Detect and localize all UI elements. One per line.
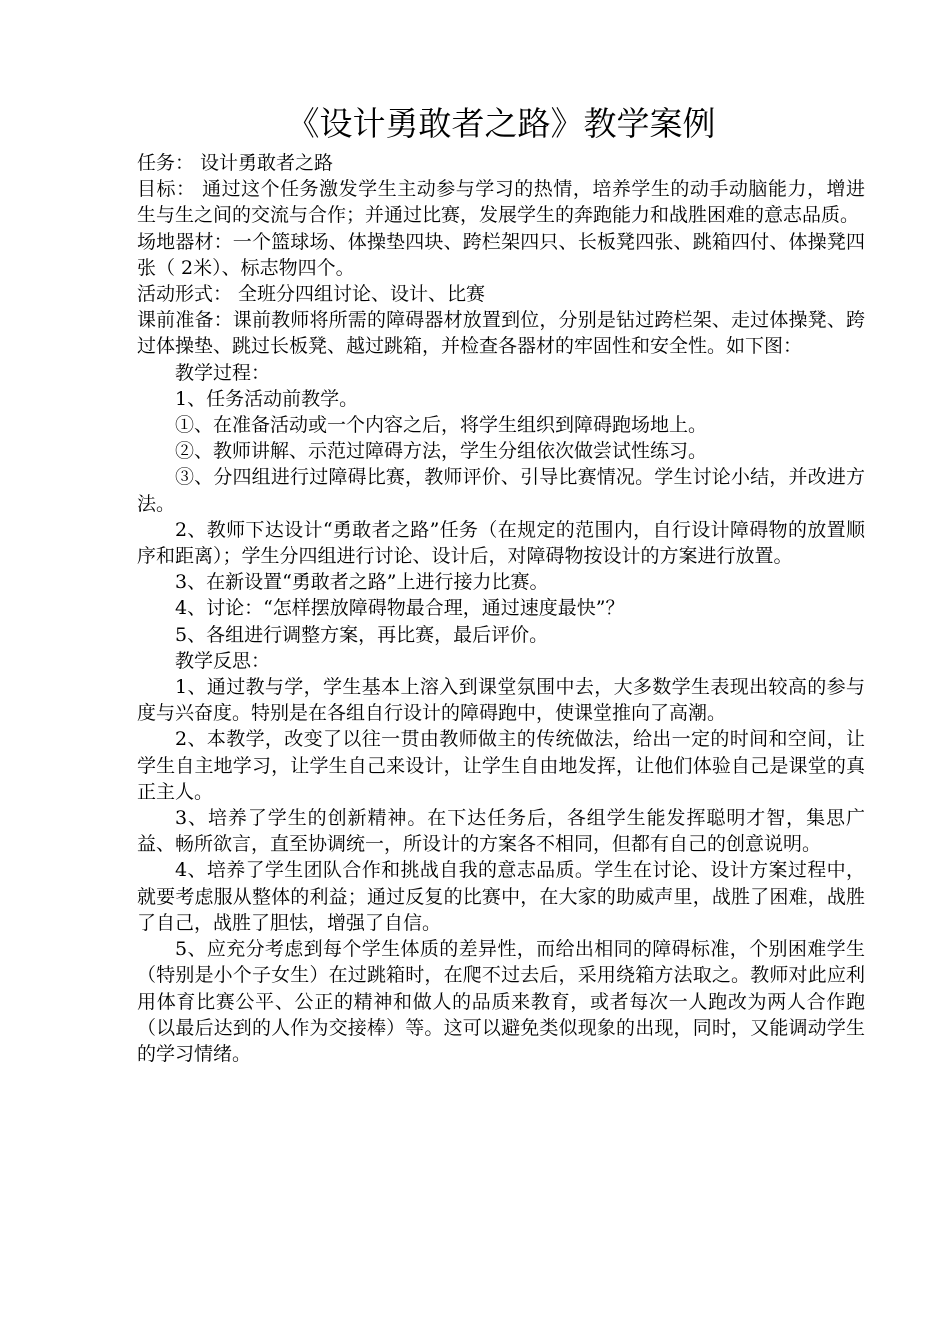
process-item: 2、教师下达设计“勇敢者之路”任务（在规定的范围内，自行设计障碍物的放置顺序和距离）；学生分四组进行讨论、设计后，对障碍物按设计的方案进行放置。 bbox=[137, 518, 865, 568]
reflection-item: 1、通过教与学，学生基本上溶入到课堂氛围中去，大多数学生表现出较高的参与度与兴奋度。特别是在各组自行设计的障碍跑中，使课堂推向了高潮。 bbox=[137, 676, 865, 725]
process-item: 4、讨论：“怎样摆放障碍物最合理，通过速度最快”？ bbox=[175, 597, 625, 620]
process-item: 5、各组进行调整方案，再比赛，最后评价。 bbox=[175, 623, 549, 646]
process-item: ②、教师讲解、示范过障碍方法，学生分组依次做尝试性练习。 bbox=[175, 440, 708, 463]
process-item: ①、在准备活动或一个内容之后，将学生组织到障碍跑场地上。 bbox=[175, 414, 708, 437]
document-title: 《设计勇敢者之路》教学案例 bbox=[286, 104, 716, 143]
reflection-heading: 教学反思： bbox=[175, 649, 271, 672]
reflection-item: 2、本教学，改变了以往一贯由教师做主的传统做法，给出一定的时间和空间，让学生自主地学习，让学生自己来设计，让学生自由地发挥，让他们体验自己是课堂的真正主人。 bbox=[137, 728, 865, 803]
task-line: 任务： 设计勇敢者之路 bbox=[137, 152, 334, 174]
process-item: ③、分四组进行过障碍比赛，教师评价、引导比赛情况。学生讨论小结，并改进方法。 bbox=[137, 466, 865, 515]
process-item: 1、任务活动前教学。 bbox=[175, 387, 359, 410]
reflection-item: 5、应充分考虑到每个学生体质的差异性，而给出相同的障碍标准，个别困难学生（特别是小个子女生）在过跳箱时，在爬不过去后，采用绕箱方法取之。教师对此应利用体育比赛公平、公正的精神和做人的品质来教育，或者每次一人跑改为两人合作跑（以最后达到的人作为交接棒）等。这可以避免类似现象的出现，同时，又能调动学生的学习情绪。 bbox=[137, 938, 865, 1065]
process-heading: 教学过程： bbox=[175, 361, 271, 384]
document-page bbox=[137, 98, 865, 1067]
reflection-item: 4、培养了学生团队合作和挑战自我的意志品质。学生在讨论、设计方案过程中，就要考虑服从整体的利益；通过反复的比赛中，在大家的助威声里，战胜了困难，战胜了自己，战胜了胆怯，增强了自信。 bbox=[137, 859, 865, 934]
preparation-paragraph: 课前准备：课前教师将所需的障碍器材放置到位，分别是钻过跨栏架、走过体操凳、跨过体操垫、跳过长板凳、越过跳箱，并检查各器材的牢固性和安全性。如下图： bbox=[137, 309, 865, 358]
equipment-paragraph: 场地器材：一个篮球场、体操垫四块、跨栏架四只、长板凳四张、跳箱四付、体操凳四张（ 2米）、标志物四个。 bbox=[137, 230, 865, 279]
activity-format-line: 活动形式： 全班分四组讨论、设计、比赛 bbox=[137, 283, 486, 306]
process-item: 3、在新设置“勇敢者之路”上进行接力比赛。 bbox=[175, 571, 549, 594]
goal-paragraph: 目标： 通过这个任务激发学生主动参与学习的热情，培养学生的动手动脑能力，增进生与生之间的交流与合作；并通过比赛，发展学生的奔跑能力和战胜困难的意志品质。 bbox=[137, 178, 865, 227]
reflection-item: 3、培养了学生的创新精神。在下达任务后，各组学生能发挥聪明才智，集思广益、畅所欲言，直至协调统一，所设计的方案各不相同，但都有自己的创意说明。 bbox=[137, 807, 865, 856]
